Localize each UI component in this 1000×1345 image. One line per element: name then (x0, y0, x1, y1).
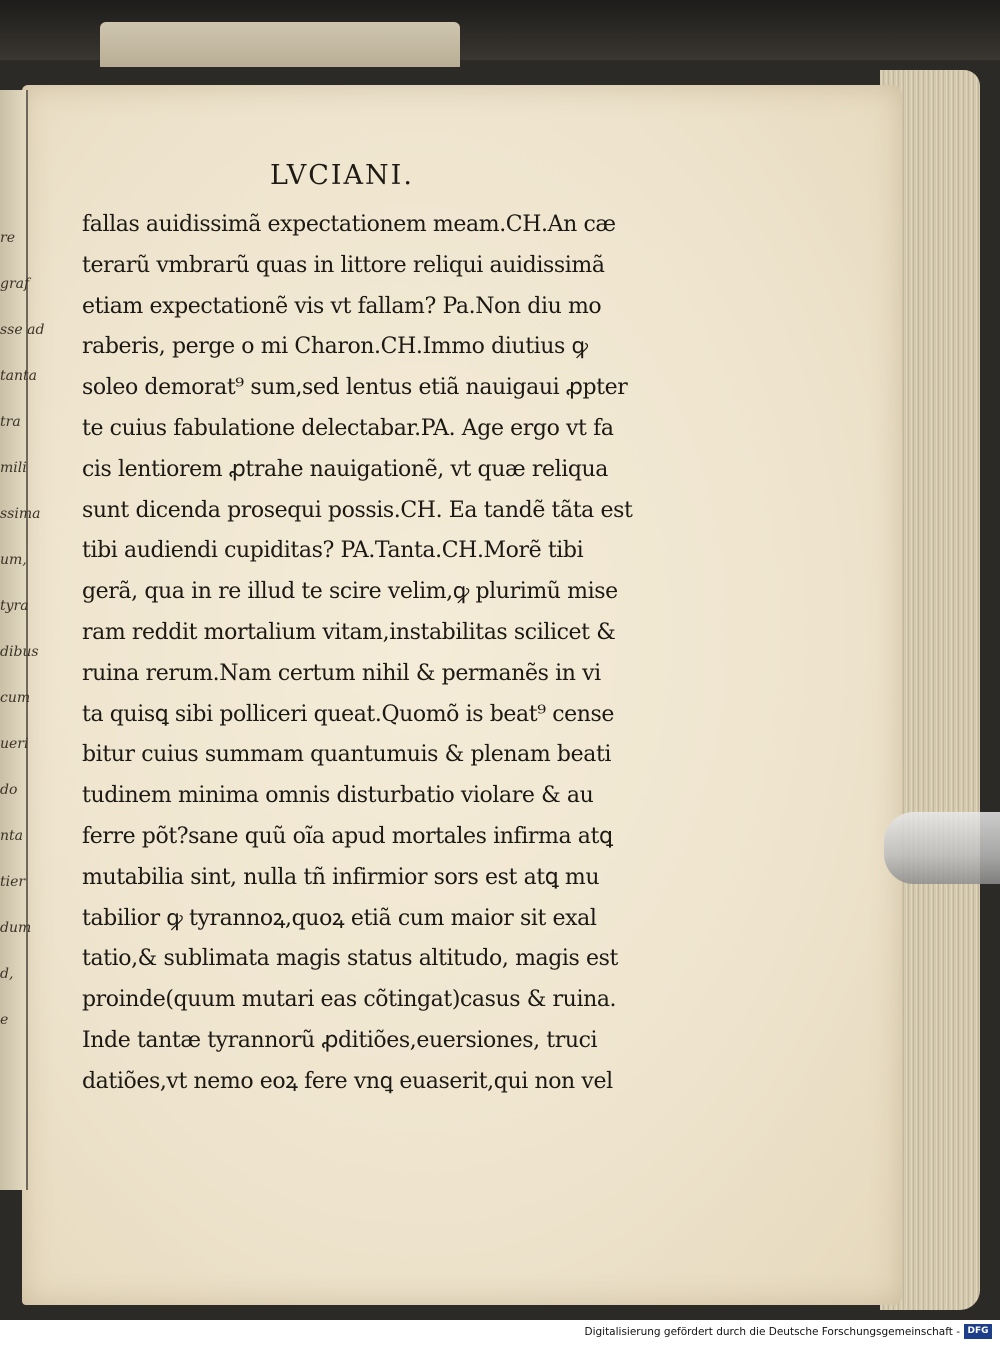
text-line: te cuius fabulatione delectabar.PA. Age ergo vt fa (82, 415, 614, 441)
facing-page-fragment: dibus (0, 644, 39, 660)
text-line: tatio,& sublimata magis status altitudo, magis est (82, 946, 618, 972)
facing-page-fragment: um, (0, 552, 27, 568)
facing-page-fragment: tanta (0, 368, 37, 384)
facing-page-fragment: tra (0, 414, 21, 430)
text-line: tibi audiendi cupiditas? PA.Tanta.CH.Morẽ tibi (82, 538, 584, 564)
facing-page-fragment: mili (0, 460, 27, 476)
dfg-logo: DFG (964, 1324, 992, 1339)
facing-page-fragment: nta (0, 828, 23, 844)
facing-page-fragment: tyra (0, 598, 29, 614)
facing-page-fragment: ssima (0, 506, 41, 522)
text-line: ruina rerum.Nam certum nihil & permanẽs in vi (82, 660, 601, 686)
text-line: fallas auidissimã expectationem meam.CH.An cæ (82, 212, 616, 237)
text-line: ta quisꝗ sibi polliceri queat.Quomõ is beat⁹ cense (82, 701, 615, 727)
facing-page-fragment: re (0, 230, 15, 246)
text-line: tudinem minima omnis disturbatio violare & au (82, 783, 594, 809)
footer-bar (0, 1320, 1000, 1345)
facing-page-fragment: dum (0, 920, 32, 936)
text-line: cis lentiorem ꝓtrahe nauigationẽ, vt quæ reliqua (82, 456, 609, 482)
text-line: proinde(quum mutari eas cõtingat)casus & ruina. (82, 987, 617, 1013)
facing-page-fragment: cum (0, 690, 31, 706)
facing-page-fragment: graf (0, 276, 30, 292)
facing-page-fragment: e (0, 1012, 9, 1028)
facing-page-edge (0, 90, 45, 1190)
page-text-block (82, 205, 642, 1103)
text-line: ferre põt?sane quũ oĩa apud mortales infirma atꝗ (82, 823, 613, 849)
text-line: sunt dicenda prosequi possis.CH. Ea tandẽ tãta est (82, 497, 633, 523)
facing-page-fragment: do (0, 782, 18, 798)
spine-label (100, 22, 460, 67)
facing-page-fragment: ueri (0, 736, 29, 752)
text-line: raberis, perge o mi Charon.CH.Immo diutius ꝙ (82, 334, 588, 360)
text-line: etiam expectationẽ vis vt fallam? Pa.Non diu mo (82, 293, 602, 319)
footer-credit: Digitalisierung gefördert durch die Deutsche Forschungsgemeinschaft - (584, 1326, 960, 1338)
facing-page-fragments (0, 90, 45, 1190)
text-line: Inde tantæ tyrannorũ ꝓditiões,euersiones, truci (82, 1027, 598, 1053)
text-line: datiões,vt nemo eoꝝ fere vnꝗ euaserit,qui non vel (82, 1068, 613, 1094)
text-line: soleo demorat⁹ sum,sed lentus etiã nauigaui ꝓpter (82, 375, 628, 401)
running-head: LVCIANI. (270, 160, 414, 191)
text-line: tabilior ꝙ tyrannoꝝ,quoꝝ etiã cum maior sit exal (82, 905, 597, 931)
text-line: bitur cuius summam quantumuis & plenam beati (82, 742, 612, 768)
facing-page-fragment: sse ad (0, 322, 45, 338)
text-line: mutabilia sint, nulla tñ infirmior sors est atꝗ mu (82, 864, 600, 890)
text-line: gerã, qua in re illud te scire velim,ꝙ plurimũ mise (82, 579, 618, 605)
text-line: terarũ vmbrarũ quas in littore reliqui auidissimã (82, 252, 605, 278)
facing-page-fragment: d, (0, 966, 14, 982)
text-line: ram reddit mortalium vitam,instabilitas scilicet & (82, 619, 616, 645)
facing-page-fragment: tier (0, 874, 26, 890)
bookmark-clip (884, 812, 1000, 884)
